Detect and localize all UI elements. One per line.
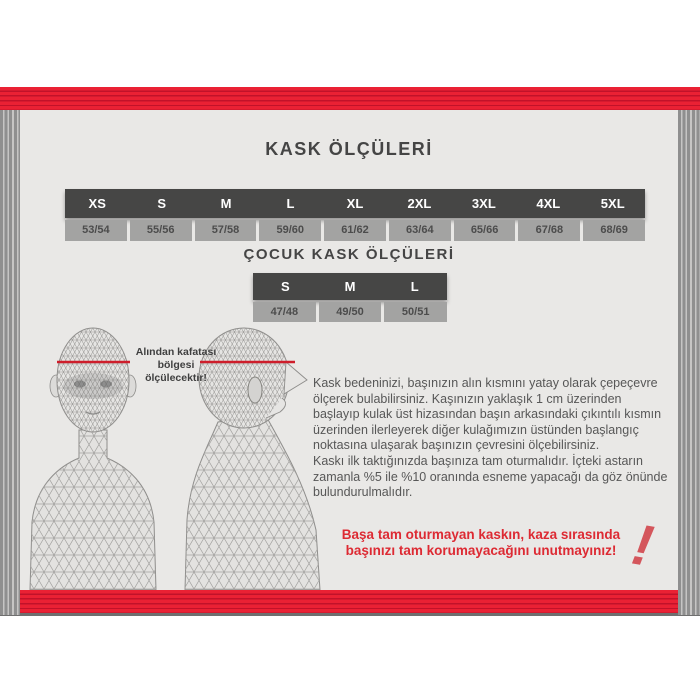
size-value-cell: 49/50	[319, 302, 382, 322]
size-value-cell: 53/54	[65, 220, 127, 241]
adult-size-header-row	[65, 189, 645, 218]
size-header-cell: S	[281, 279, 290, 294]
size-header-cell: 2XL	[407, 196, 432, 211]
bottom-red-stripe-bar	[0, 590, 700, 616]
measurement-instructions	[313, 376, 671, 501]
size-value-cell: 57/58	[195, 220, 257, 241]
size-value-cell: 68/69	[583, 220, 645, 241]
left-gray-stripe-border	[0, 103, 20, 615]
instructions-paragraph-2: Kaskı ilk taktığınızda başınıza tam oturmalıdır. İçteki astarın zamanla %5 ile %10 oranında esneme yapacağı da göz önünde bulundurulmalıdır.	[313, 453, 668, 500]
child-table-title: ÇOCUK KASK ÖLÇÜLERİ	[243, 246, 455, 263]
child-size-table	[253, 273, 447, 322]
annotation-line: bölgesi	[157, 359, 195, 371]
instructions-paragraph-1: Kask bedeninizi, başınızın alın kısmını yatay olarak çepeçevre ölçerek bulabilirsiniz. Kaşınızın yaklaşık 1 cm üzerinden başlayıp kulak üst hizasından başın arkasındaki çıkıntılı kısmın üzerinden ilerleyerek diğer kulağımızın üstünden başlangıç noktasına ulaşarak başınızın çevresini ölçebilirsiniz.	[313, 376, 662, 453]
size-value-cell: 67/68	[518, 220, 580, 241]
size-header-cell: XL	[346, 196, 364, 211]
fit-warning-text: Başa tam oturmayan kaskın, kaza sırasında başınızı tam korumayacağını unutmayınız!	[341, 527, 621, 558]
annotation-line: ölçülecektir!	[145, 372, 207, 384]
size-header-cell: 5XL	[600, 196, 625, 211]
adult-size-table	[65, 189, 645, 241]
measurement-annotation	[118, 346, 234, 385]
size-value-cell: 47/48	[253, 302, 316, 322]
exclamation-icon: !	[627, 511, 658, 580]
child-size-value-row	[253, 302, 447, 322]
wireframe-heads-illustration	[14, 300, 336, 590]
size-value-cell: 59/60	[259, 220, 321, 241]
size-header-cell: XS	[88, 196, 106, 211]
size-value-cell: 55/56	[130, 220, 192, 241]
size-header-cell: L	[286, 196, 295, 211]
size-value-cell: 63/64	[389, 220, 451, 241]
child-size-header-row	[253, 273, 447, 300]
adult-size-value-row	[65, 220, 645, 241]
size-value-cell: 50/51	[384, 302, 447, 322]
top-red-stripe-bar	[0, 87, 700, 110]
page-title: KASK ÖLÇÜLERİ	[265, 139, 433, 159]
right-gray-stripe-border	[678, 103, 700, 615]
size-header-cell: 4XL	[536, 196, 561, 211]
size-value-cell: 61/62	[324, 220, 386, 241]
size-header-cell: S	[157, 196, 166, 211]
size-header-cell: M	[220, 196, 232, 211]
size-header-cell: L	[410, 279, 419, 294]
size-header-cell: M	[344, 279, 356, 294]
annotation-line: Alından kafatası	[135, 346, 217, 358]
size-value-cell: 65/66	[454, 220, 516, 241]
size-header-cell: 3XL	[471, 196, 496, 211]
